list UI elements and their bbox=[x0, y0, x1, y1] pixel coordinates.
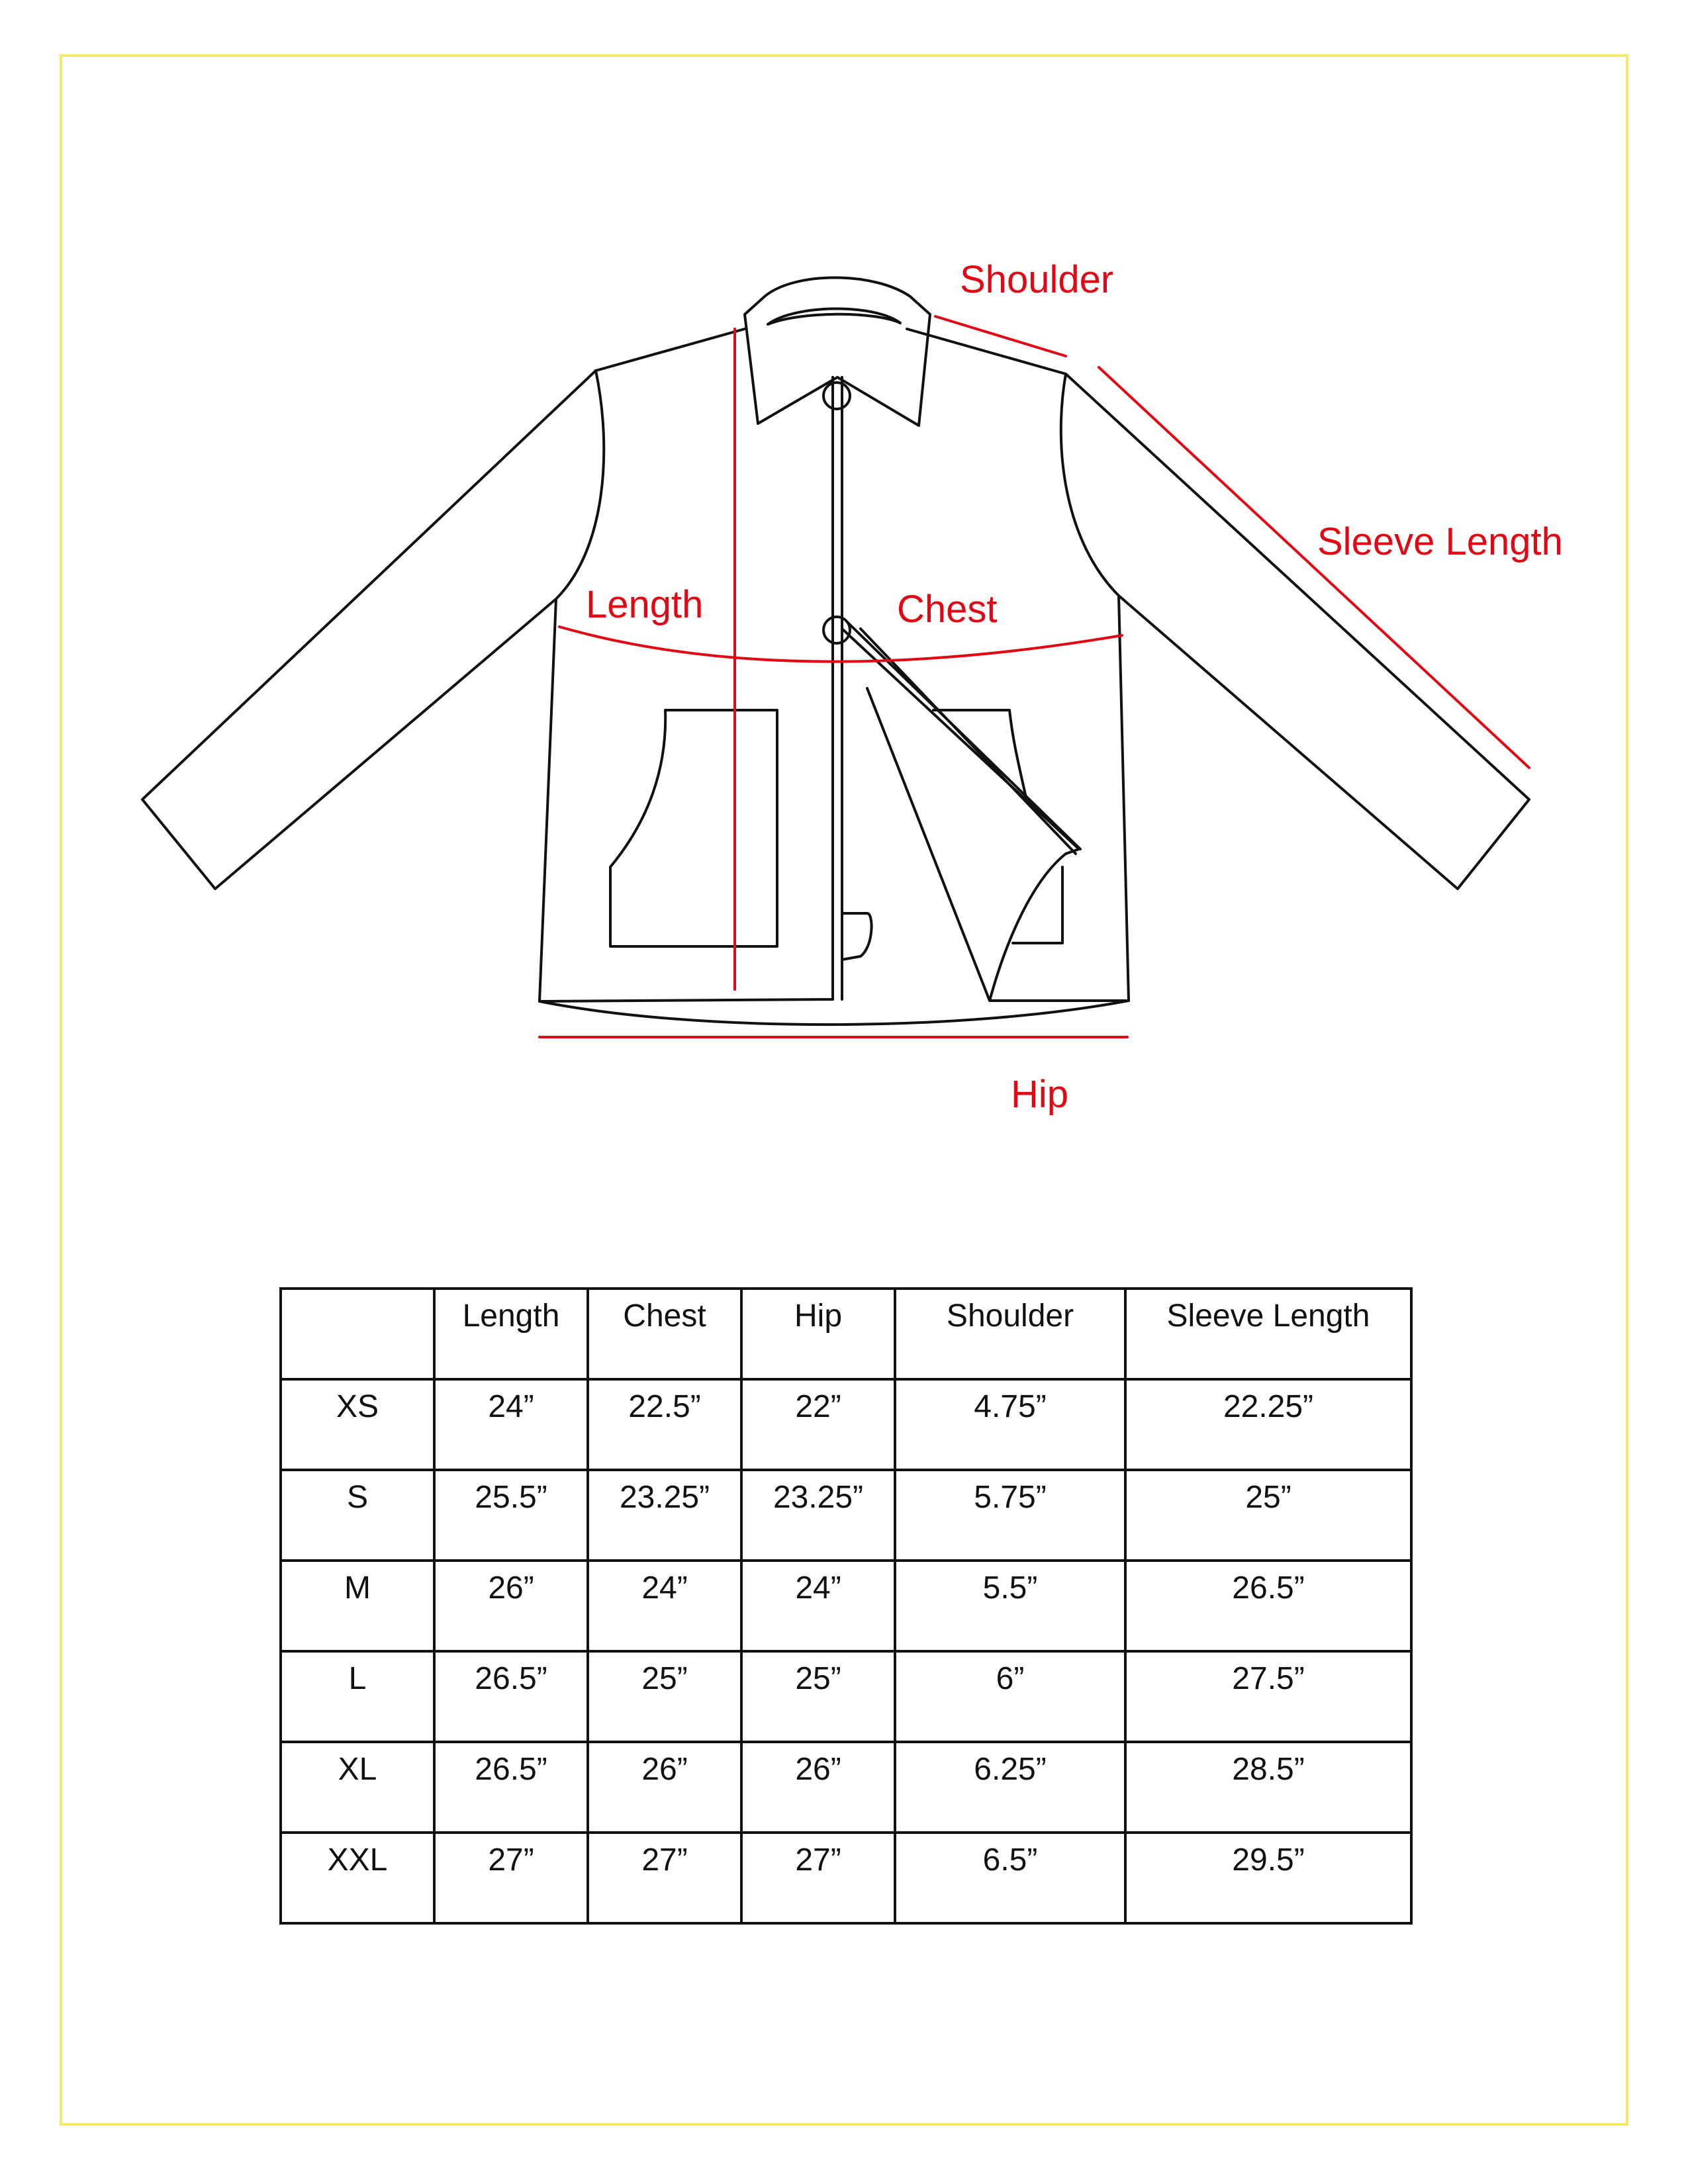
table-cell: 22.25” bbox=[1125, 1379, 1411, 1470]
table-cell: 27” bbox=[588, 1833, 741, 1923]
table-row bbox=[281, 1470, 1411, 1561]
jacket-sleeve-right bbox=[1066, 374, 1529, 889]
table-row bbox=[281, 1833, 1411, 1923]
table-cell: 6” bbox=[895, 1651, 1125, 1742]
table-header-cell: Hip bbox=[741, 1289, 895, 1379]
table-cell: 23.25” bbox=[741, 1470, 895, 1561]
size-cell: S bbox=[281, 1470, 434, 1561]
size-cell: L bbox=[281, 1651, 434, 1742]
table-cell: 28.5” bbox=[1125, 1742, 1411, 1833]
table-cell: 6.25” bbox=[895, 1742, 1125, 1833]
table-cell: 25” bbox=[1125, 1470, 1411, 1561]
table-header-cell: Chest bbox=[588, 1289, 741, 1379]
sleeve-measure-line bbox=[1099, 367, 1529, 768]
table-cell: 22” bbox=[741, 1379, 895, 1470]
table-cell: 24” bbox=[741, 1561, 895, 1651]
shoulder-measure-line bbox=[935, 316, 1066, 356]
table-row bbox=[281, 1561, 1411, 1651]
table-cell: 25” bbox=[741, 1651, 895, 1742]
jacket-body-left bbox=[539, 329, 833, 1001]
size-cell: M bbox=[281, 1561, 434, 1651]
table-row bbox=[281, 1379, 1411, 1470]
table-cell: 26.5” bbox=[434, 1651, 588, 1742]
jacket-button-top bbox=[823, 383, 850, 409]
table-cell: 29.5” bbox=[1125, 1833, 1411, 1923]
table-cell: 5.75” bbox=[895, 1470, 1125, 1561]
shoulder-label: Shoulder bbox=[960, 258, 1114, 301]
table-header-cell bbox=[281, 1289, 434, 1379]
table-cell: 26” bbox=[434, 1561, 588, 1651]
jacket-sleeve-left bbox=[142, 371, 596, 889]
size-cell: XL bbox=[281, 1742, 434, 1833]
table-cell: 26.5” bbox=[1125, 1561, 1411, 1651]
table-header-cell: Shoulder bbox=[895, 1289, 1125, 1379]
table-cell: 22.5” bbox=[588, 1379, 741, 1470]
jacket-button-middle bbox=[823, 617, 850, 643]
table-cell: 27” bbox=[434, 1833, 588, 1923]
table-cell: 25.5” bbox=[434, 1470, 588, 1561]
jacket-body-right bbox=[907, 329, 1129, 1001]
table-cell: 27” bbox=[741, 1833, 895, 1923]
length-label: Length bbox=[586, 583, 704, 626]
size-chart-table bbox=[279, 1287, 1413, 1925]
table-row bbox=[281, 1651, 1411, 1742]
table-cell: 24” bbox=[434, 1379, 588, 1470]
table-cell: 27.5” bbox=[1125, 1651, 1411, 1742]
table-cell: 26” bbox=[588, 1742, 741, 1833]
table-header-cell: Length bbox=[434, 1289, 588, 1379]
table-cell: 26” bbox=[741, 1742, 895, 1833]
jacket-pocket-left bbox=[610, 710, 777, 946]
table-cell: 24” bbox=[588, 1561, 741, 1651]
table-cell: 23.25” bbox=[588, 1470, 741, 1561]
jacket-collar bbox=[745, 278, 930, 426]
table-header-cell: Sleeve Length bbox=[1125, 1289, 1411, 1379]
sleeve-length-label: Sleeve Length bbox=[1317, 520, 1563, 563]
jacket-hem bbox=[539, 1001, 1129, 1024]
table-row bbox=[281, 1742, 1411, 1833]
jacket-placket bbox=[833, 377, 842, 999]
table-cell: 25” bbox=[588, 1651, 741, 1742]
table-cell: 5.5” bbox=[895, 1561, 1125, 1651]
table-cell: 26.5” bbox=[434, 1742, 588, 1833]
size-cell: XXL bbox=[281, 1833, 434, 1923]
table-cell: 6.5” bbox=[895, 1833, 1125, 1923]
hip-label: Hip bbox=[1011, 1073, 1069, 1116]
table-header-row bbox=[281, 1289, 1411, 1379]
size-cell: XS bbox=[281, 1379, 434, 1470]
table-cell: 4.75” bbox=[895, 1379, 1125, 1470]
chest-label: Chest bbox=[897, 588, 998, 631]
